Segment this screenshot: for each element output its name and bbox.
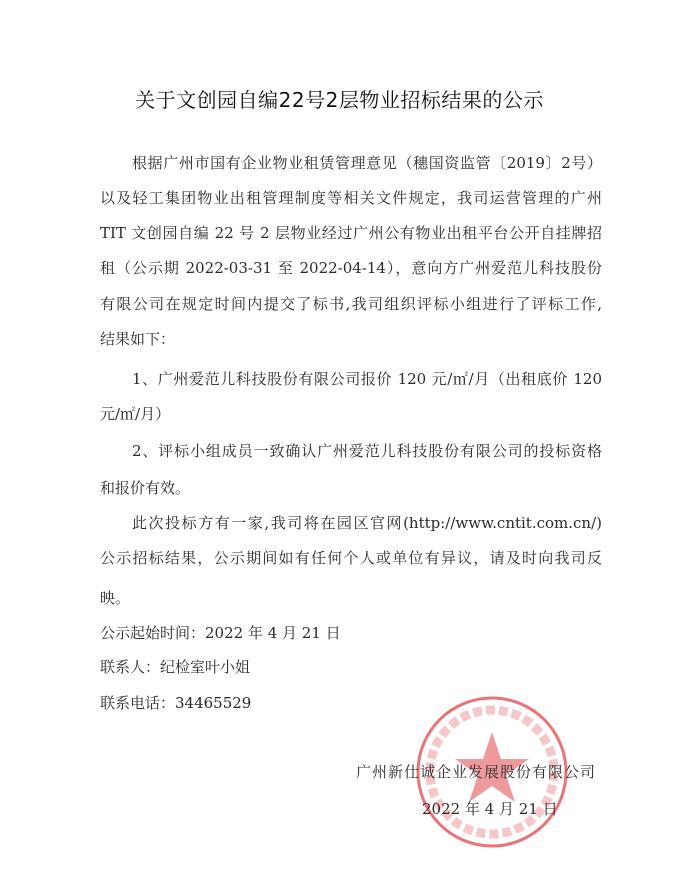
body-line: 此次投标方有一家,我司将在园区官网(http://www.cntit.com.cn/): [132, 514, 602, 532]
body-line: 公示招标结果，公示期间如有任何个人或单位有异议，请及时向我司反: [100, 549, 602, 567]
contact-person: 联系人：纪检室叶小姐: [100, 658, 251, 676]
body-line: 根据广州市国有企业物业租赁管理意见（穗国资监管〔2019〕2号）: [132, 154, 602, 172]
body-line: 结果如下：: [100, 330, 176, 348]
body-line: 元/㎡/月）: [100, 405, 171, 423]
body-line: TIT 文创园自编 22 号 2 层物业经过广州公有物业出租平台公开自挂牌招: [100, 224, 602, 242]
signature-company: 广州新仕诚企业发展股份有限公司: [356, 763, 597, 781]
body-line: 2、评标小组成员一致确认广州爱范儿科技股份有限公司的投标资格: [132, 442, 602, 460]
body-line: 租（公示期 2022-03-31 至 2022-04-14），意向方广州爱范儿科技股份: [100, 259, 602, 277]
body-line: 有限公司在规定时间内提交了标书,我司组织评标小组进行了评标工作,: [100, 295, 602, 313]
document-title: 关于文创园自编22号2层物业招标结果的公示: [135, 88, 544, 112]
body-line: 和报价有效。: [100, 479, 191, 497]
signature-date: 2022 年 4 月 21 日: [422, 800, 558, 818]
contact-phone: 联系电话：34465529: [100, 694, 252, 712]
body-line: 以及轻工集团物业出租管理制度等相关文件规定，我司运营管理的广州: [100, 189, 602, 207]
body-line: 1、广州爱范儿科技股份有限公司报价 120 元/㎡/月（出租底价 120: [132, 370, 602, 388]
body-line: 映。: [100, 589, 131, 607]
start-date: 公示起始时间：2022 年 4 月 21 日: [100, 624, 341, 642]
